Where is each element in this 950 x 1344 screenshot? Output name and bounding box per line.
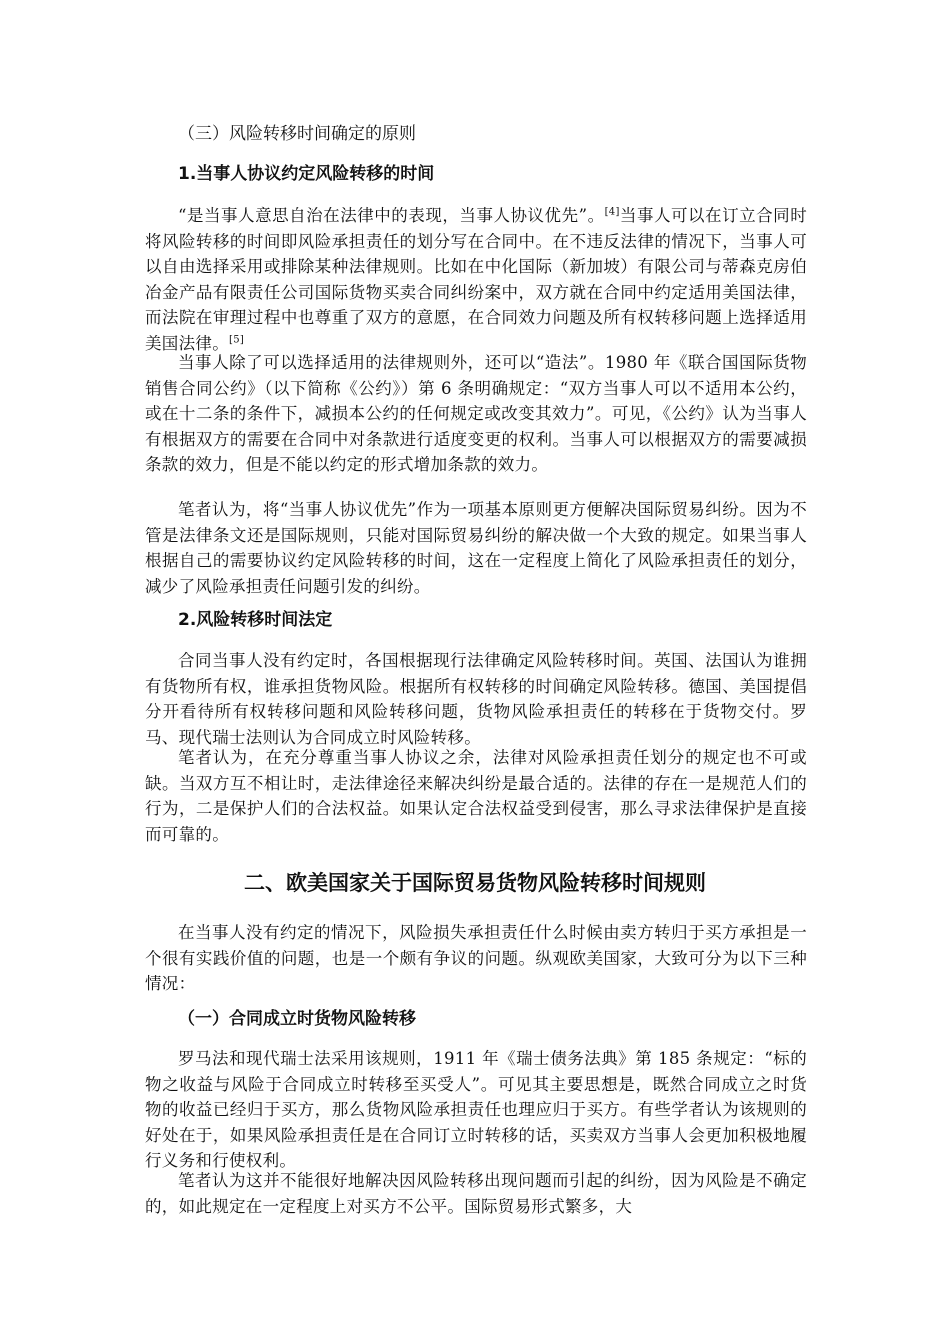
paragraph-author-opinion-3: 笔者认为这并不能很好地解决因风险转移出现问题而引起的纠纷，因为风险是不确定的，如此规定在一定程度上对买方不公平。国际贸易形式繁多，大: [145, 1171, 807, 1216]
paragraph-agreement-priority: [145, 203, 807, 357]
section-heading-contract-formation: （一）合同成立时货物风险转移: [178, 1009, 416, 1029]
paragraph-swiss-law: 罗马法和现代瑞士法采用该规则，1911 年《瑞士债务法典》第 185 条规定：“标的物之收益与风险于合同成立时转移至买受人”。可见其主要思想是，既然合同成立之时货物的收益已经归于买方，那么货物风险承担责任也理应归于买方。有些学者认为该规则的好处在于，如果风险承担责任是在合同订立时转移的话，买卖双方当事人会更加积极地履行义务和行使权利。: [145, 1049, 807, 1171]
citation-5: [5]: [229, 334, 245, 346]
section-heading-principles: （三）风险转移时间确定的原则: [178, 124, 416, 144]
subheading-agreement: 1.当事人协议约定风险转移的时间: [178, 164, 435, 184]
chapter-heading: 二、欧美国家关于国际贸易货物风险转移时间规则: [244, 871, 706, 895]
paragraph-make-law: 当事人除了可以选择适用的法律规则外，还可以“造法”。1980 年《联合国国际货物销售合同公约》（以下简称《公约》）第 6 条明确规定：“双方当事人可以不适用本公约，或在十二条的条件下，减损本公约的任何规定或改变其效力”。可见，《公约》认为当事人有根据双方的需要在合同中对条款进行适度变更的权利。当事人可以根据双方的需要减损条款的效力，但是不能以约定的形式增加条款的效力。: [145, 353, 807, 475]
paragraph-text: 当事人可以在订立合同时将风险转移的时间即风险承担责任的划分写在合同中。在不违反法律的情况下，当事人可以自由选择采用或排除某种法律规则。比如在中化国际（新加坡）有限公司与蒂森克房伯冶金产品有限责任公司国际货物买卖合同纠纷案中，双方就在合同中约定适用美国法律，而法院在审理过程中也尊重了双方的意愿，在合同效力问题及所有权转移问题上选择适用美国法律。: [145, 206, 807, 353]
paragraph-intro-three-cases: 在当事人没有约定的情况下，风险损失承担责任什么时候由卖方转归于买方承担是一个很有实践价值的问题，也是一个颇有争议的问题。纵观欧美国家，大致可分为以下三种情况：: [145, 923, 807, 994]
citation-4: [4]: [604, 206, 620, 218]
paragraph-text: “是当事人意思自治在法律中的表现，当事人协议优先”。: [178, 206, 605, 225]
paragraph-national-laws: 合同当事人没有约定时，各国根据现行法律确定风险转移时间。英国、法国认为谁拥有货物所有权，谁承担货物风险。根据所有权转移的时间确定风险转移。德国、美国提倡分开看待所有权转移问题和风险转移问题，货物风险承担责任的转移在于货物交付。罗马、现代瑞士法则认为合同成立时风险转移。: [145, 651, 807, 747]
subheading-statutory: 2.风险转移时间法定: [178, 610, 333, 630]
paragraph-author-opinion-2: 笔者认为，在充分尊重当事人协议之余，法律对风险承担责任划分的规定也不可或缺。当双方互不相让时，走法律途径来解决纠纷是最合适的。法律的存在一是规范人们的行为，二是保护人们的合法权益。如果认定合法权益受到侵害，那么寻求法律保护是直接而可靠的。: [145, 748, 807, 844]
paragraph-author-opinion-1: 笔者认为，将“当事人协议优先”作为一项基本原则更方便解决国际贸易纠纷。因为不管是法律条文还是国际规则，只能对国际贸易纠纷的解决做一个大致的规定。如果当事人根据自己的需要协议约定风险转移的时间，这在一定程度上简化了风险承担责任的划分，减少了风险承担责任问题引发的纠纷。: [145, 500, 807, 596]
